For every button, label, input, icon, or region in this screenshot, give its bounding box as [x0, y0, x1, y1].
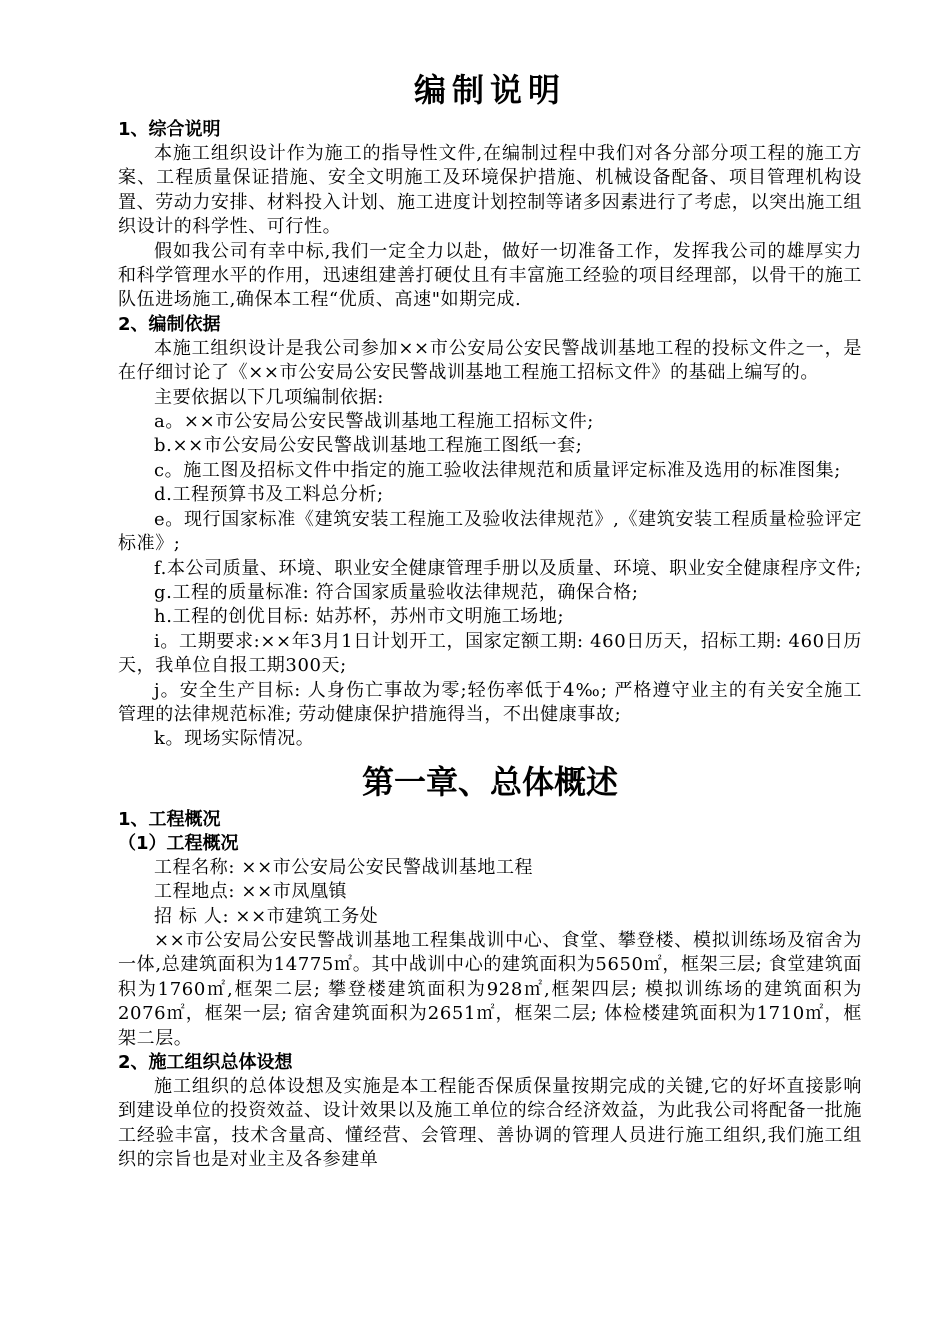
subsection-heading-overview: （1）工程概况 — [118, 832, 239, 854]
paragraph: 施工组织的总体设想及实施是本工程能否保质保量按期完成的关键,它的好坏直接影响到建设单位的投资效益、设计效果以及施工单位的综合经济效益，为此我公司将配备一批施工经验丰富，技术含量高、懂经营、会管理、善协调的管理人员进行施工组织,我们施工组织的宗旨也是对业主及各参建单 — [118, 1076, 862, 1171]
paragraph: 主要依据以下几项编制依据: — [154, 386, 384, 408]
basis-item-j: j。安全生产目标: 人身伤亡事故为零;轻伤率低于4‰; 严格遵守业主的有关安全施工管理的法律规范标准; 劳动健康保护措施得当，不出健康事故; — [118, 679, 862, 725]
basis-item-h: h.工程的创优目标: 姑苏杯，苏州市文明施工场地; — [154, 606, 565, 628]
paragraph: 假如我公司有幸中标,我们一定全力以赴，做好一切准备工作，发挥我公司的雄厚实力和科学管理水平的作用，迅速组建善打硬仗且有丰富施工经验的项目经理部，以骨干的施工队伍进场施工,确保本工程“优质、高速"如期完成. — [118, 240, 862, 311]
basis-item-k: k。现场实际情况。 — [154, 728, 315, 750]
basis-item-i: i。工期要求:××年3月1日计划开工，国家定额工期: 460日历天，招标工期: 460日历天，我单位自报工期300天; — [118, 630, 862, 677]
basis-item-f: f.本公司质量、环境、职业安全健康管理手册以及质量、环境、职业安全健康程序文件; — [154, 557, 862, 579]
section-heading-general: 1、综合说明 — [118, 119, 221, 140]
project-name-line: 工程名称: ××市公安局公安民警战训基地工程 — [154, 856, 534, 878]
basis-item-a: a。××市公安局公安民警战训基地工程施工招标文件; — [154, 411, 594, 433]
project-bidder-line: 招 标 人: ××市建筑工务处 — [154, 905, 379, 927]
basis-item-g: g.工程的质量标准: 符合国家质量验收法律规范，确保合格; — [154, 581, 639, 603]
section-heading-basis: 2、编制依据 — [118, 313, 221, 335]
chapter-title: 第一章、总体概述 — [361, 762, 618, 801]
paragraph: 本施工组织设计作为施工的指导性文件,在编制过程中我们对各分部分项工程的施工方案、工程质量保证措施、安全文明施工及环境保护措施、机械设备配备、项目管理机构设置、劳动力安排、材料投入计划、施工进度计划控制等诸多因素进行了考虑，以突出施工组织设计的科学性、可行性。 — [118, 143, 862, 238]
paragraph: ××市公安局公安民警战训基地工程集战训中心、食堂、攀登楼、模拟训练场及宿舍为一体,总建筑面积为14775㎡。其中战训中心的建筑面积为5650㎡，框架三层; 食堂建筑面积为1760㎡,框架二层; 攀登楼建筑面积为928㎡,框架四层; 模拟训练场的建筑面积为2076㎡，框架一层; 宿舍建筑面积为2651㎡，框架二层; 体检楼建筑面积为1710㎡，框架二层。 — [118, 929, 862, 1049]
project-location-line: 工程地点: ××市凤凰镇 — [154, 881, 348, 903]
paragraph: 本施工组织设计是我公司参加××市公安局公安民警战训基地工程的投标文件之一，是在仔细讨论了《××市公安局公安民警战训基地工程施工招标文件》的基础上编写的。 — [118, 337, 862, 384]
basis-item-e: e。现行国家标准《建筑安装工程施工及验收法律规范》,《建筑安装工程质量检验评定标准》; — [118, 508, 862, 555]
document-title: 编制说明 — [413, 71, 566, 109]
section-heading-plan: 2、施工组织总体设想 — [118, 1052, 293, 1073]
basis-item-b: b.××市公安局公安民警战训基地工程施工图纸一套; — [154, 435, 583, 457]
section-heading-overview: 1、工程概况 — [118, 808, 221, 830]
basis-item-c: c。施工图及招标文件中指定的施工验收法律规范和质量评定标准及选用的标准图集; — [154, 459, 841, 481]
basis-item-d: d.工程预算书及工料总分析; — [154, 484, 384, 506]
